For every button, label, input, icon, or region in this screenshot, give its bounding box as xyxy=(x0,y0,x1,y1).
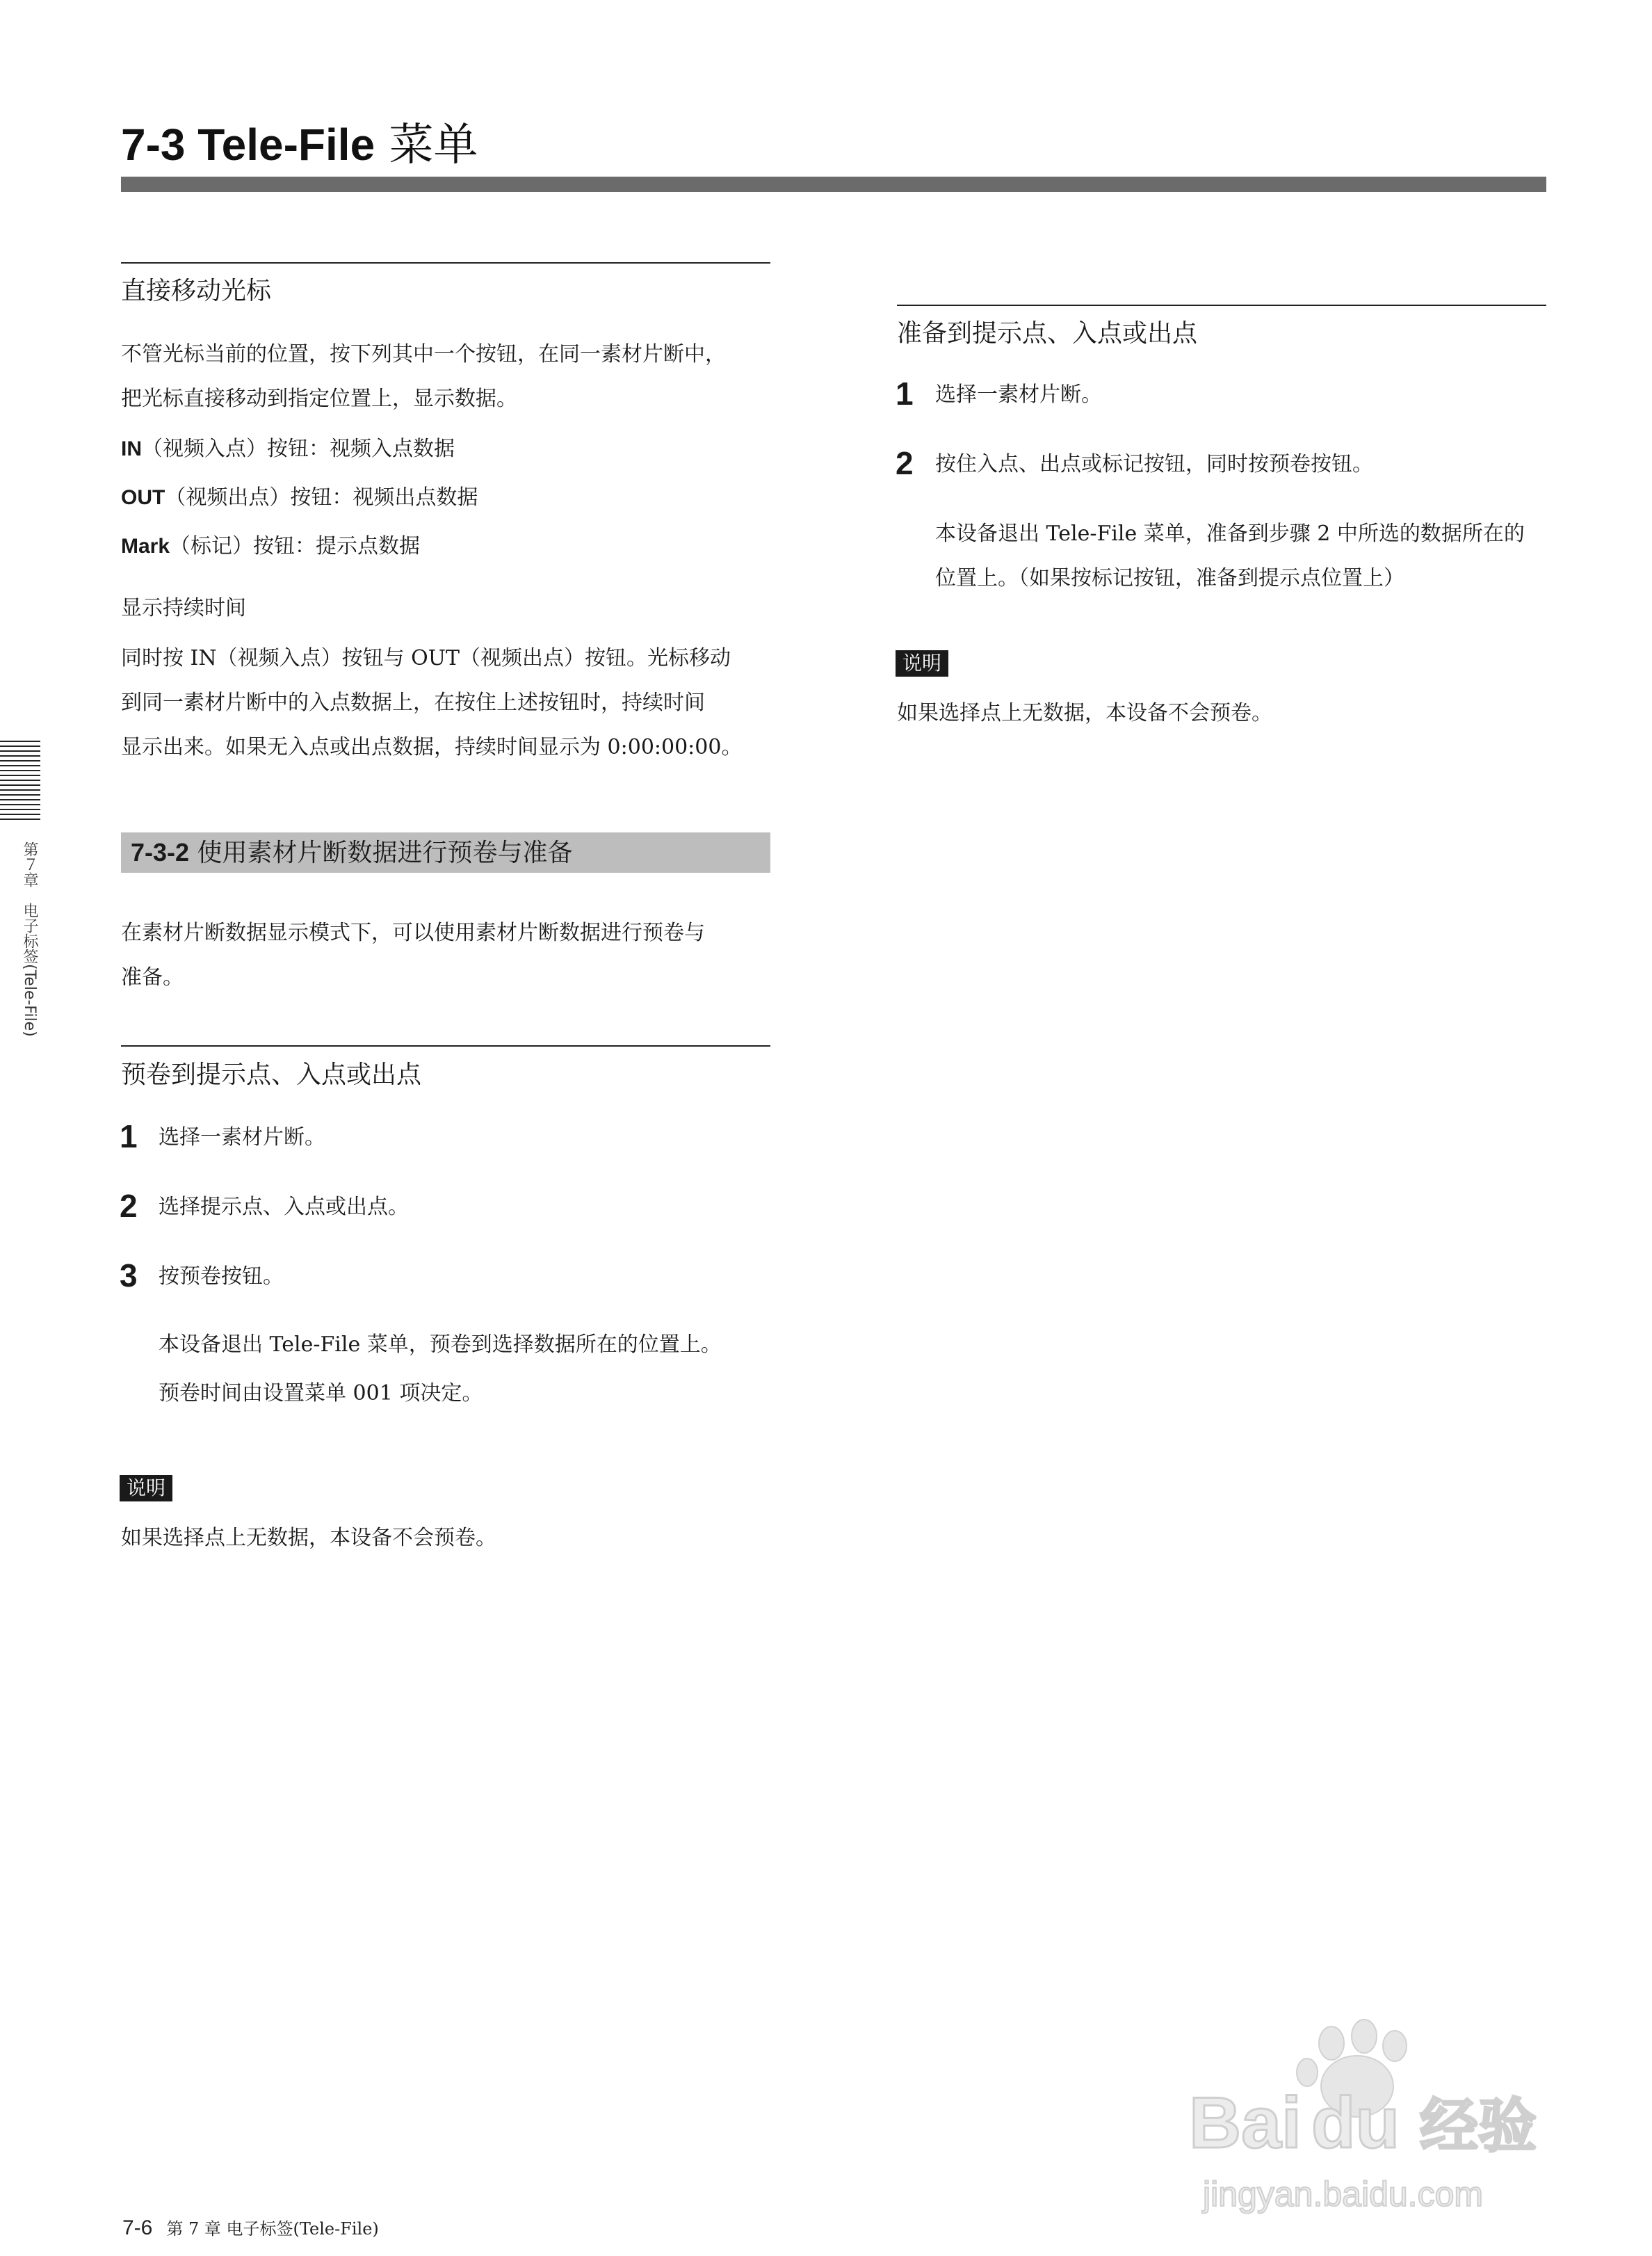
svg-text:du: du xyxy=(1311,2083,1400,2164)
direct-move-heading: 直接移动光标 xyxy=(121,277,272,305)
direct-move-para-line1: 不管光标当前的位置，按下列其中一个按钮，在同一素材片断中， xyxy=(121,342,726,366)
section-title: 使用素材片断数据进行预卷与准备 xyxy=(197,839,573,867)
section-rule xyxy=(121,1045,770,1047)
preroll-step-2-number: 2 xyxy=(120,1188,138,1224)
page-title-zh: 菜单 xyxy=(389,120,478,171)
preroll-note-text: 如果选择点上无数据，本设备不会预卷。 xyxy=(121,1526,496,1550)
preroll-heading: 预卷到提示点、入点或出点 xyxy=(121,1061,422,1089)
duration-line2: 到同一素材片断中的入点数据上，在按住上述按钮时，持续时间 xyxy=(121,691,705,715)
section-number: 7-3-2 xyxy=(131,838,190,867)
footer-chapter-text: 第 7 章 电子标签(Tele-File) xyxy=(166,2219,379,2239)
note-badge: 说明 xyxy=(896,650,948,677)
cue-step-1-text: 选择一素材片断。 xyxy=(935,382,1102,407)
baidu-jingyan-watermark xyxy=(1175,2017,1578,2218)
duration-line1: 同时按 IN（视频入点）按钮与 OUT（视频出点）按钮。光标移动 xyxy=(121,646,731,670)
page-title xyxy=(121,111,478,179)
preroll-detail-line2: 预卷时间由设置菜单 001 项决定。 xyxy=(159,1381,483,1405)
preroll-step-1-number: 1 xyxy=(120,1118,138,1154)
note-badge: 说明 xyxy=(120,1475,172,1501)
page-title-en: 7-3 Tele-File xyxy=(121,120,375,170)
cue-detail-line2: 位置上。（如果按标记按钮，准备到提示点位置上） xyxy=(935,566,1404,590)
preroll-step-1-text: 选择一素材片断。 xyxy=(159,1125,325,1150)
side-tab-label: 第７章 电子标签(Tele-File) xyxy=(21,841,38,1037)
section-rule xyxy=(897,305,1546,306)
cue-heading: 准备到提示点、入点或出点 xyxy=(897,319,1198,348)
item-out-key: OUT xyxy=(121,486,165,509)
section-rule xyxy=(121,262,770,264)
item-in-text: （视频入点）按钮：视频入点数据 xyxy=(142,437,455,461)
watermark-url: jingyan.baidu.com xyxy=(1203,2175,1484,2214)
item-mark-key: Mark xyxy=(121,535,170,558)
page-number: 7-6 xyxy=(122,2216,153,2239)
preroll-detail-line1: 本设备退出 Tele-File 菜单，预卷到选择数据所在的位置上。 xyxy=(159,1332,722,1357)
cue-step-1-number: 1 xyxy=(896,376,914,412)
side-tab-lines xyxy=(0,741,40,823)
cue-step-2-text: 按住入点、出点或标记按钮，同时按预卷按钮。 xyxy=(935,452,1373,476)
duration-line3: 显示出来。如果无入点或出点数据，持续时间显示为 0:00:00:00。 xyxy=(121,735,743,759)
cue-note-text: 如果选择点上无数据，本设备不会预卷。 xyxy=(897,701,1272,725)
title-bar xyxy=(121,177,1546,192)
direct-move-para-line2: 把光标直接移动到指定位置上，显示数据。 xyxy=(121,387,517,411)
item-out-text: （视频出点）按钮：视频出点数据 xyxy=(165,485,478,510)
watermark-brand-zh: 经验 xyxy=(1420,2092,1537,2160)
intro-line2: 准备。 xyxy=(121,965,184,990)
item-mark-text: （标记）按钮：提示点数据 xyxy=(170,534,421,558)
item-in-key: IN xyxy=(121,437,142,460)
preroll-step-3-number: 3 xyxy=(120,1257,138,1294)
footer xyxy=(122,2216,379,2241)
item-out xyxy=(121,476,478,520)
cue-step-2-number: 2 xyxy=(896,445,914,481)
cue-detail-line1: 本设备退出 Tele-File 菜单，准备到步骤 2 中所选的数据所在的 xyxy=(935,522,1525,546)
watermark-brand: Bai xyxy=(1189,2083,1302,2164)
duration-heading: 显示持续时间 xyxy=(121,596,246,620)
preroll-step-2-text: 选择提示点、入点或出点。 xyxy=(159,1195,409,1219)
item-mark xyxy=(121,524,420,569)
section-header-7-3-2 xyxy=(121,832,770,873)
intro-line1: 在素材片断数据显示模式下，可以使用素材片断数据进行预卷与 xyxy=(121,921,705,945)
item-in xyxy=(121,427,455,472)
preroll-step-3-text: 按预卷按钮。 xyxy=(159,1264,284,1289)
